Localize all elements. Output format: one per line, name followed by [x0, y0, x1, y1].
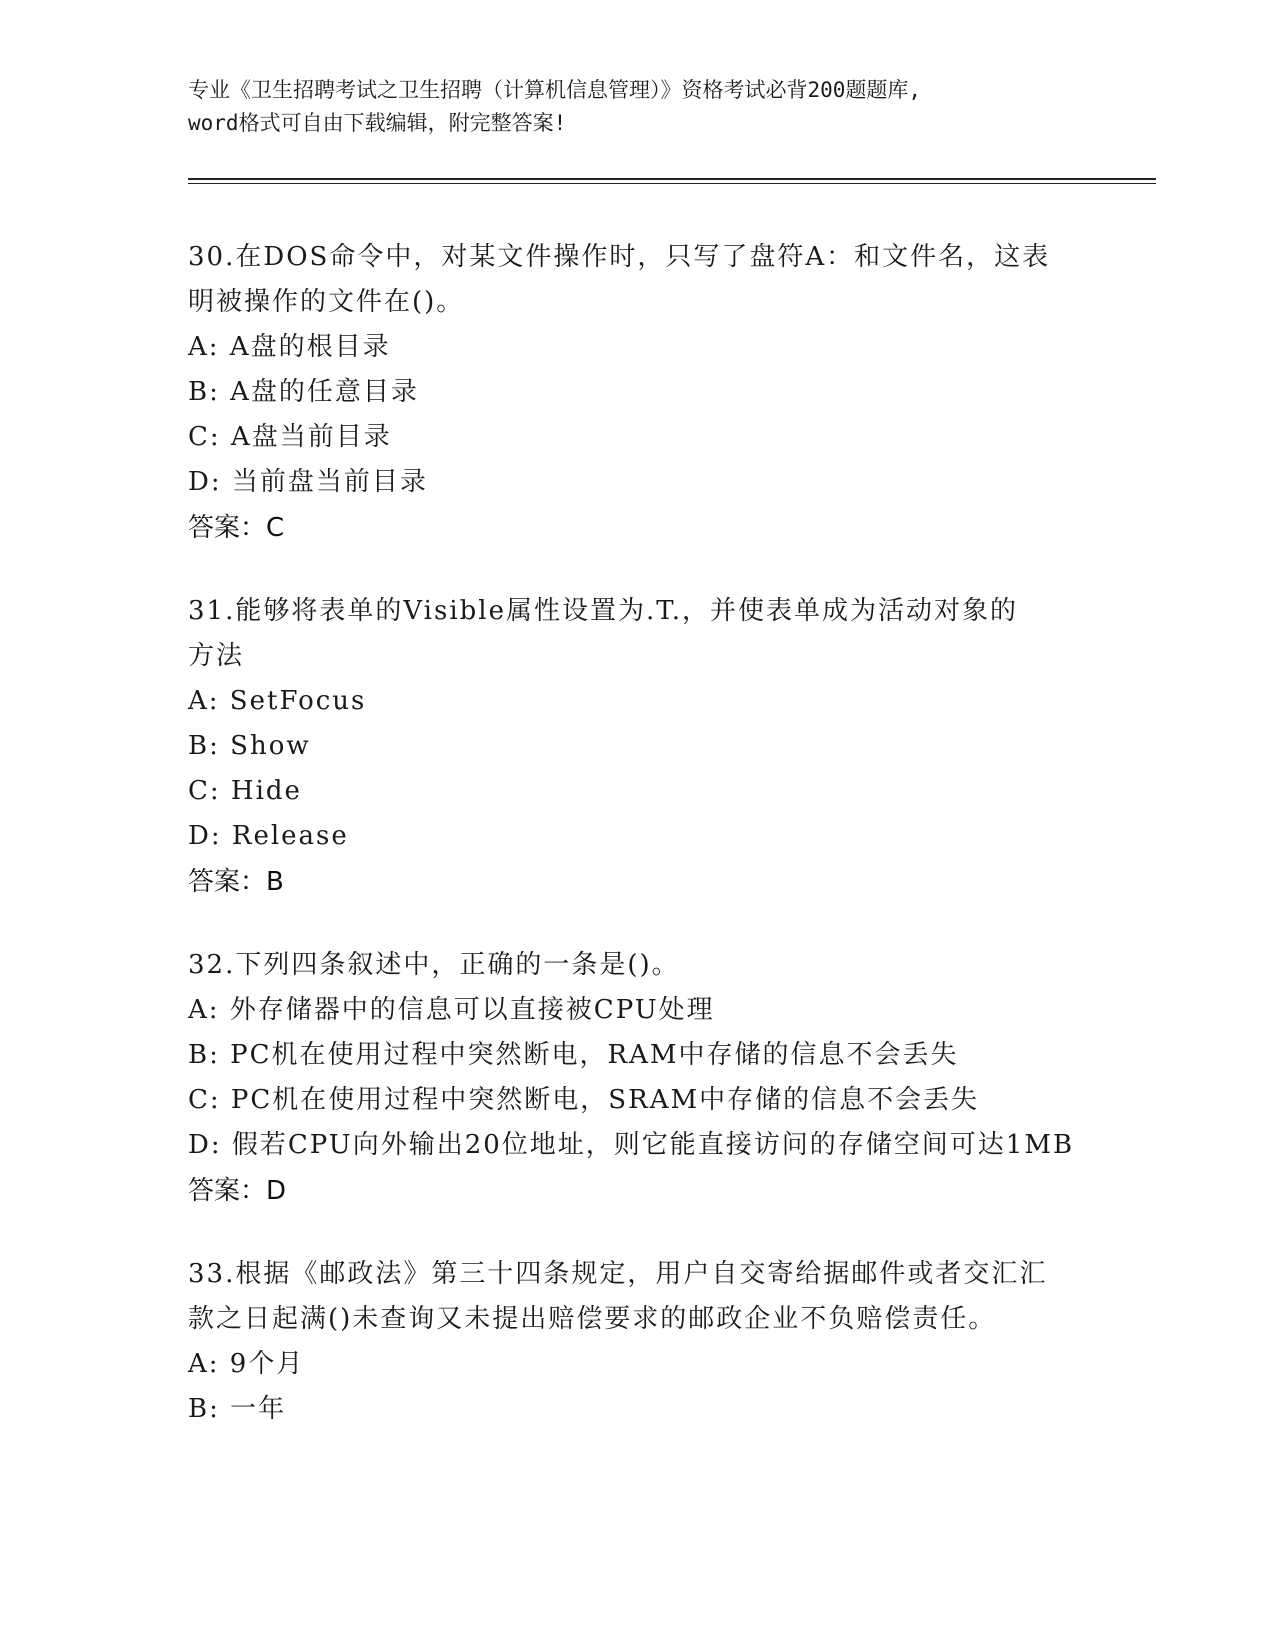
option-a: A: 外存储器中的信息可以直接被CPU处理 — [188, 995, 715, 1025]
question-stem-line-1: 31.能够将表单的Visible属性设置为.T.，并使表单成为活动对象的 — [188, 596, 1019, 626]
answer-label: 答案：B — [188, 867, 284, 897]
question-33 — [188, 1252, 1088, 1432]
question-stem-line-1: 30.在DOS命令中，对某文件操作时，只写了盘符A：和文件名，这表 — [188, 242, 1051, 272]
question-32 — [188, 943, 1088, 1214]
question-stem-line-2: 款之日起满()未查询又未提出赔偿要求的邮政企业不负赔偿责任。 — [188, 1304, 997, 1334]
option-b: B: A盘的任意目录 — [188, 377, 419, 407]
option-a: A: A盘的根目录 — [188, 332, 391, 362]
option-d: D: 当前盘当前目录 — [188, 467, 428, 497]
option-d: D: 假若CPU向外输出20位地址，则它能直接访问的存储空间可达1MB — [188, 1130, 1075, 1160]
option-b: B: Show — [188, 731, 311, 761]
question-31 — [188, 589, 1088, 905]
question-30 — [188, 235, 1088, 551]
option-a: A: SetFocus — [188, 686, 367, 716]
header-divider — [188, 178, 1156, 184]
option-c: C: Hide — [188, 776, 302, 806]
option-a: A: 9个月 — [188, 1349, 305, 1379]
option-b: B: 一年 — [188, 1394, 287, 1424]
question-stem-line-2: 明被操作的文件在()。 — [188, 287, 465, 317]
header-line-2: word格式可自由下载编辑，附完整答案! — [188, 111, 567, 135]
answer-label: 答案：C — [188, 513, 285, 543]
option-b: B: PC机在使用过程中突然断电，RAM中存储的信息不会丢失 — [188, 1040, 959, 1070]
question-stem-line-2: 方法 — [188, 641, 245, 671]
option-d: D: Release — [188, 821, 349, 851]
header-line-1: 专业《卫生招聘考试之卫生招聘（计算机信息管理）》资格考试必背200题题库, — [188, 78, 922, 102]
question-list — [188, 235, 1088, 1470]
answer-label: 答案：D — [188, 1176, 287, 1206]
option-c: C: A盘当前目录 — [188, 422, 392, 452]
question-stem-line-1: 33.根据《邮政法》第三十四条规定，用户自交寄给据邮件或者交汇汇 — [188, 1259, 1048, 1289]
question-stem-line-1: 32.下列四条叙述中，正确的一条是()。 — [188, 950, 680, 980]
document-header — [188, 74, 1088, 140]
option-c: C: PC机在使用过程中突然断电，SRAM中存储的信息不会丢失 — [188, 1085, 980, 1115]
